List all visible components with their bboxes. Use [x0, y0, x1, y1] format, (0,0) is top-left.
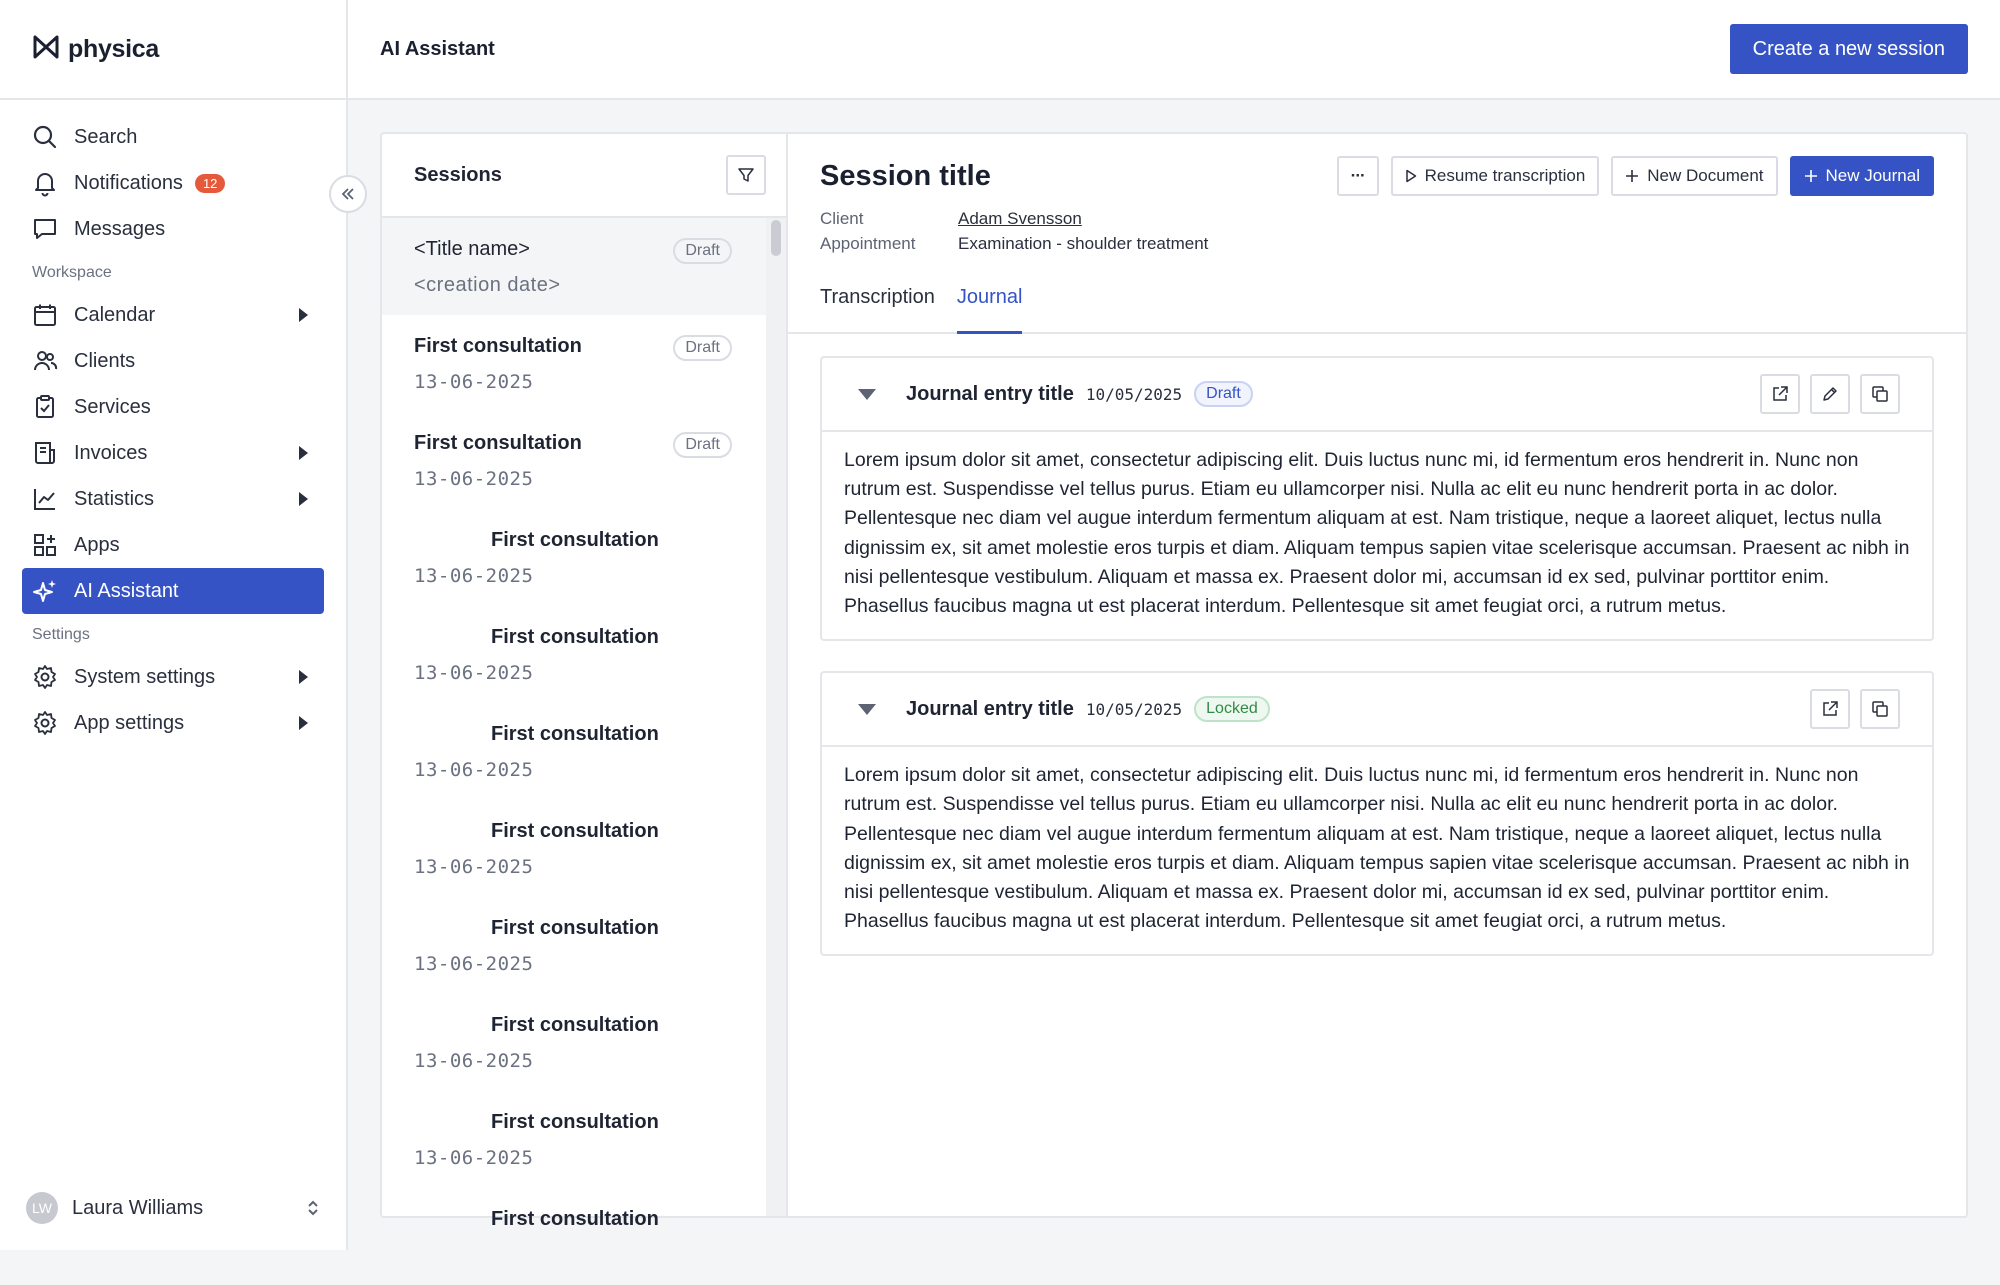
- sidebar-item-app-settings[interactable]: [22, 700, 324, 746]
- session-title: First consultation: [414, 432, 582, 454]
- sparkles-icon: [32, 578, 58, 604]
- sidebar-item-label: Apps: [74, 533, 120, 556]
- status-badge: Draft: [673, 335, 732, 361]
- status-badge: Draft: [1194, 381, 1253, 407]
- session-item[interactable]: [382, 218, 766, 315]
- bell-icon: [32, 170, 58, 196]
- journal-entry-header[interactable]: [822, 358, 1932, 432]
- sidebar-item-label: Statistics: [74, 487, 155, 510]
- session-item[interactable]: [382, 994, 766, 1091]
- gear-icon: [32, 664, 58, 690]
- sidebar-item-system-settings[interactable]: [22, 654, 324, 700]
- physica-logo-icon: [32, 33, 60, 66]
- sessions-header: [382, 134, 786, 218]
- chevron-up-down-icon: [306, 1198, 320, 1218]
- expand-caret-icon[interactable]: [299, 308, 308, 322]
- chart-line-icon: [32, 486, 58, 512]
- session-title: First consultation: [491, 917, 659, 939]
- sidebar-item-calendar[interactable]: [22, 292, 324, 338]
- sessions-list[interactable]: [382, 218, 766, 1230]
- sidebar-item-invoices[interactable]: [22, 430, 324, 476]
- client-label: Client: [820, 209, 864, 228]
- journal-entry-actions: [1760, 374, 1900, 414]
- sidebar-item-label: Services: [74, 395, 151, 418]
- search-icon: [32, 124, 58, 150]
- session-item[interactable]: [382, 315, 766, 412]
- session-title: First consultation: [414, 335, 582, 357]
- message-icon: [32, 216, 58, 242]
- scrollbar[interactable]: [766, 218, 786, 1216]
- session-title: First consultation: [491, 1111, 659, 1133]
- session-detail: [788, 134, 1966, 1216]
- new-document-button[interactable]: [1611, 156, 1777, 196]
- sidebar-item-statistics[interactable]: [22, 476, 324, 522]
- session-title: <Title name>: [414, 238, 530, 260]
- button-label: New Document: [1647, 166, 1764, 185]
- copy-button[interactable]: [1860, 689, 1900, 729]
- sidebar-nav: [0, 100, 346, 746]
- sessions-title: Sessions: [414, 163, 502, 186]
- journal-entry-date: 10/05/2025: [1085, 384, 1183, 404]
- more-horizontal-icon: ···: [1350, 166, 1365, 185]
- session-title: First consultation: [491, 529, 659, 551]
- user-name: Laura Williams: [72, 1196, 204, 1219]
- session-item[interactable]: [382, 897, 766, 994]
- sidebar-item-label: Invoices: [74, 441, 148, 464]
- sidebar-item-services[interactable]: [22, 384, 324, 430]
- session-tabs: [820, 286, 1022, 334]
- session-item[interactable]: [382, 606, 766, 703]
- session-date: 13-06-2025: [414, 1050, 534, 1072]
- status-badge: Locked: [1194, 696, 1270, 722]
- session-item[interactable]: [382, 412, 766, 509]
- external-link-icon: [1821, 700, 1839, 718]
- tab-journal[interactable]: Journal: [957, 286, 1023, 334]
- session-item[interactable]: [382, 703, 766, 800]
- scrollbar-thumb[interactable]: [771, 220, 781, 256]
- journal-entry-body: Lorem ipsum dolor sit amet, consectetur adipiscing elit. Duis luctus nunc mi, id fermentum eros hendrerit in. Nunc non rutrum est. Suspendisse vel tellus purus. Etiam eu ullamcorper nisi. Nulla ac elit eu nunc hendrerit porta in ac dolor. Pellentesque nec diam vel augue interdum fermentum aliquam at est. Nam tristique, neque a laoreet aliquet, lectus nulla dignissim ex, sit amet molestie eros turpis et diam. Aliquam tempus sapien vitae scelerisque accumsan. Praesent ac nibh in nisi pellentesque vestibulum. Aliquam et massa ex. Praesent dolor mi, accumsan id ex sed, pulvinar porttitor enim. Phasellus faucibus magna ut est placerat interdum. Pellentesque sit amet feugiat orci, a rutrum metus.: [844, 764, 1910, 933]
- collapse-sidebar-button[interactable]: [329, 175, 367, 213]
- plus-icon: [1804, 169, 1818, 183]
- journal-entry-actions: [1810, 689, 1900, 729]
- session-date: 13-06-2025: [414, 1147, 534, 1169]
- copy-icon: [1871, 385, 1889, 403]
- sidebar-item-label: Search: [74, 125, 138, 148]
- button-label: Resume transcription: [1424, 166, 1586, 185]
- appointment-label: Appointment: [820, 234, 916, 253]
- client-link[interactable]: Adam Svensson: [958, 209, 1082, 228]
- workspace-section-label: Workspace: [32, 264, 112, 281]
- filter-button[interactable]: [726, 155, 766, 195]
- sidebar-item-clients[interactable]: [22, 338, 324, 384]
- journal-entry-body: Lorem ipsum dolor sit amet, consectetur adipiscing elit. Duis luctus nunc mi, id fermentum eros hendrerit in. Nunc non rutrum est. Suspendisse vel tellus purus. Etiam eu ullamcorper nisi. Nulla ac elit eu nunc hendrerit porta in ac dolor. Pellentesque nec diam vel augue interdum fermentum aliquam at est. Nam tristique, neque a laoreet aliquet, lectus nulla dignissim ex, sit amet molestie eros turpis et diam. Aliquam tempus sapien vitae scelerisque accumsan. Praesent ac nibh in nisi pellentesque vestibulum. Aliquam et massa ex. Praesent dolor mi, accumsan id ex sed, pulvinar porttitor enim. Phasellus faucibus magna ut est placerat interdum. Pellentesque sit amet feugiat orci, a rutrum metus.: [844, 449, 1910, 618]
- button-label: New Journal: [1825, 166, 1920, 185]
- more-options-button[interactable]: [1337, 156, 1379, 196]
- top-bar: [348, 0, 2000, 100]
- main-panel: [380, 132, 1968, 1230]
- session-title-heading: Session title: [820, 160, 991, 192]
- journal-entry-date: 10/05/2025: [1085, 699, 1183, 719]
- apps-icon: [32, 532, 58, 558]
- session-date: <creation date>: [414, 274, 561, 296]
- user-menu[interactable]: [26, 1188, 320, 1228]
- session-item[interactable]: [382, 509, 766, 606]
- new-journal-button[interactable]: [1790, 156, 1935, 196]
- journal-entry: [820, 356, 1934, 641]
- session-date: 13-06-2025: [414, 468, 534, 490]
- collapse-triangle-icon[interactable]: [858, 704, 876, 715]
- status-badge: Draft: [673, 432, 732, 458]
- session-header: [788, 134, 1966, 334]
- session-item[interactable]: [382, 1091, 766, 1188]
- expand-caret-icon[interactable]: [299, 492, 308, 506]
- sidebar-item-notifications[interactable]: [22, 160, 324, 206]
- copy-button[interactable]: [1860, 374, 1900, 414]
- notifications-count-badge: 12: [195, 174, 225, 193]
- session-actions: [1337, 156, 1934, 196]
- journal-entry-header[interactable]: [822, 673, 1932, 747]
- invoice-icon: [32, 440, 58, 466]
- session-title: First consultation: [491, 1014, 659, 1036]
- gear-icon: [32, 710, 58, 736]
- filter-icon: [737, 166, 755, 184]
- open-external-button[interactable]: [1810, 689, 1850, 729]
- edit-button[interactable]: [1810, 374, 1850, 414]
- session-date: 13-06-2025: [414, 371, 534, 393]
- resume-transcription-button[interactable]: [1391, 156, 1600, 196]
- sidebar-item-label: Clients: [74, 349, 136, 372]
- brand[interactable]: [0, 0, 346, 100]
- status-badge: Draft: [673, 238, 732, 264]
- journal-entry-title: Journal entry title: [906, 382, 1074, 405]
- sidebar-item-label: AI Assistant: [74, 579, 179, 602]
- journal-entry-title: Journal entry title: [906, 697, 1074, 720]
- session-date: 13-06-2025: [414, 953, 534, 975]
- sidebar-item-label: Notifications: [74, 171, 183, 194]
- session-title: First consultation: [491, 723, 659, 745]
- clipboard-icon: [32, 394, 58, 420]
- session-meta: [820, 209, 1934, 254]
- sidebar-item-search[interactable]: [22, 114, 324, 160]
- journal-entry: [820, 671, 1934, 956]
- calendar-icon: [32, 302, 58, 328]
- session-title: First consultation: [491, 820, 659, 842]
- sidebar-item-label: Calendar: [74, 303, 156, 326]
- play-icon: [1405, 169, 1417, 183]
- tab-transcription[interactable]: Transcription: [820, 286, 935, 308]
- sidebar-item-apps[interactable]: [22, 522, 324, 568]
- session-date: 13-06-2025: [414, 565, 534, 587]
- pencil-icon: [1821, 385, 1839, 403]
- session-item[interactable]: [382, 1188, 766, 1285]
- avatar: LW: [26, 1192, 58, 1224]
- external-link-icon: [1771, 385, 1789, 403]
- open-external-button[interactable]: [1760, 374, 1800, 414]
- sidebar-item-label: System settings: [74, 665, 216, 688]
- session-date: 13-06-2025: [414, 662, 534, 684]
- appointment-value: Examination - shoulder treatment: [958, 234, 1209, 253]
- expand-caret-icon[interactable]: [299, 446, 308, 460]
- chevrons-left-icon: [339, 185, 357, 203]
- copy-icon: [1871, 700, 1889, 718]
- plus-icon: [1625, 169, 1639, 183]
- sessions-panel: [382, 134, 788, 1230]
- users-icon: [32, 348, 58, 374]
- collapse-triangle-icon[interactable]: [858, 389, 876, 400]
- expand-caret-icon[interactable]: [299, 716, 308, 730]
- page-title: AI Assistant: [380, 37, 495, 60]
- session-title: First consultation: [491, 1208, 659, 1230]
- sidebar-item-messages[interactable]: [22, 206, 324, 252]
- session-date: 13-06-2025: [414, 856, 534, 878]
- create-session-button[interactable]: Create a new session: [1730, 24, 1968, 74]
- settings-section-label: Settings: [32, 626, 90, 643]
- session-title: First consultation: [491, 626, 659, 648]
- expand-caret-icon[interactable]: [299, 670, 308, 684]
- sidebar: [0, 0, 348, 1250]
- session-date: 13-06-2025: [414, 759, 534, 781]
- session-item[interactable]: [382, 800, 766, 897]
- brand-name: physica: [68, 34, 160, 63]
- sidebar-item-ai-assistant[interactable]: [22, 568, 324, 614]
- sidebar-item-label: App settings: [74, 711, 185, 734]
- sidebar-item-label: Messages: [74, 217, 166, 240]
